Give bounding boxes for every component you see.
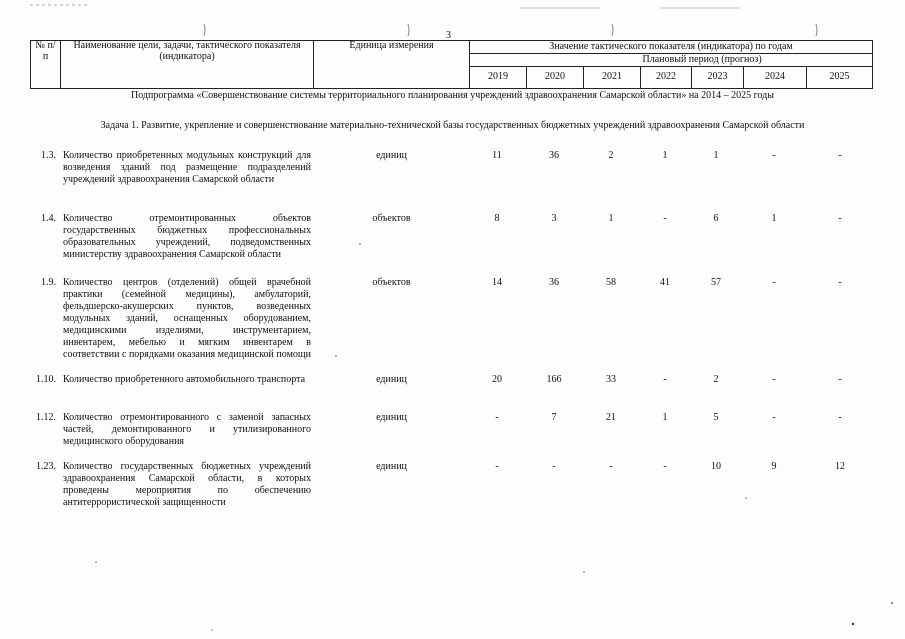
col-header-number: № п/п: [31, 41, 61, 89]
row-indicator-name: Количество отремонтированного с заменой запасных частей, демонтированного и утилизированного медицинского оборудования: [63, 412, 311, 447]
row-indicator-name: Количество приобретенного автомобильного транспорта: [63, 374, 306, 385]
row-indicator-name: Количество приобретенных модульных конструкций для возведения зданий под размещение подразделений учреждений здравоохранения Самарской области: [63, 150, 311, 185]
row-indicator-name: Количество центров (отделений) общей врачебной практики (семейной медицины), амбулаторий, фельдшерско-акушерских пунктов, возведенных модульных зданий, оснащенных оборудованием, медицинскими изделиями, инструментарием, инвентарем, мебелью и мягким инвентарем в соответствии с порядками оказания медицинской помощи: [63, 277, 311, 360]
row-indicator-name: Количество отремонтированных объектов государственных бюджетных профессиональных образовательных учреждений, подведомственных министерству здравоохранения Самарской области: [63, 213, 311, 260]
row-value-2025: 12: [835, 461, 845, 472]
row-value-2022: 41: [660, 277, 670, 288]
row-value-2025: -: [838, 277, 842, 288]
row-value-2020: 36: [549, 150, 559, 161]
row-unit: единиц: [376, 150, 407, 161]
subprogram-title: Подпрограмма «Совершенствование системы территориального планирования учреждений здравоохранения Самарской области» на 2014 – 2025 годы: [131, 90, 774, 101]
task-title: Задача 1. Развитие, укрепление и совершенствование материально-технической базы государственных бюджетных учреждений здравоохранения Самарской области: [100, 120, 805, 131]
row-value-2022: -: [663, 213, 667, 224]
row-unit: единиц: [376, 461, 407, 472]
row-value-2025: -: [838, 150, 842, 161]
row-value-2022: -: [663, 461, 667, 472]
row-value-2024: -: [772, 374, 776, 385]
row-value-2020: 36: [549, 277, 559, 288]
row-number: 1.23.: [36, 461, 56, 472]
year-header: 2020: [527, 67, 584, 89]
year-header: 2023: [692, 67, 744, 89]
row-number: 1.9.: [41, 277, 56, 288]
year-header: 2024: [744, 67, 807, 89]
row-value-2023: 10: [711, 461, 721, 472]
row-value-2023: 57: [711, 277, 721, 288]
col-header-unit: Единица измерения: [314, 41, 470, 89]
row-value-2023: 1: [713, 150, 719, 161]
row-value-2020: 3: [551, 213, 557, 224]
row-value-2024: 1: [771, 213, 777, 224]
row-value-2019: -: [495, 412, 499, 423]
row-value-2022: 1: [662, 150, 668, 161]
col-header-values: Значение тактического показателя (индикатора) по годам: [470, 41, 873, 54]
row-value-2024: -: [772, 412, 776, 423]
year-header: 2022: [641, 67, 692, 89]
row-value-2021: 33: [606, 374, 616, 385]
row-value-2021: 58: [606, 277, 616, 288]
year-header: 2021: [584, 67, 641, 89]
row-number: 1.3.: [41, 150, 56, 161]
row-indicator-name: Количество государственных бюджетных учреждений здравоохранения Самарской области, в которых проведены мероприятия по обеспечению антитеррористической защищенности: [63, 461, 311, 508]
row-value-2022: -: [663, 374, 667, 385]
row-value-2022: 1: [662, 412, 668, 423]
row-value-2019: 14: [492, 277, 502, 288]
row-value-2023: 6: [713, 213, 719, 224]
row-number: 1.10.: [36, 374, 56, 385]
row-unit: единиц: [376, 412, 407, 423]
year-header: 2025: [807, 67, 873, 89]
row-value-2024: -: [772, 150, 776, 161]
row-value-2024: 9: [771, 461, 777, 472]
row-value-2019: 11: [492, 150, 502, 161]
row-value-2019: -: [495, 461, 499, 472]
row-unit: единиц: [376, 374, 407, 385]
row-value-2019: 20: [492, 374, 502, 385]
row-value-2020: 7: [551, 412, 557, 423]
col-header-name: Наименование цели, задачи, тактического показателя (индикатора): [61, 41, 314, 89]
row-value-2023: 5: [713, 412, 719, 423]
row-unit: объектов: [372, 213, 411, 224]
row-value-2025: -: [838, 412, 842, 423]
row-value-2020: 166: [546, 374, 562, 385]
page-number: 3: [446, 30, 451, 41]
row-value-2021: 1: [608, 213, 614, 224]
row-value-2023: 2: [713, 374, 719, 385]
row-value-2021: -: [609, 461, 613, 472]
row-value-2024: -: [772, 277, 776, 288]
row-unit: объектов: [372, 277, 411, 288]
row-value-2020: -: [552, 461, 556, 472]
row-value-2025: -: [838, 213, 842, 224]
row-value-2025: -: [838, 374, 842, 385]
row-value-2021: 21: [606, 412, 616, 423]
row-number: 1.12.: [36, 412, 56, 423]
year-header: 2019: [470, 67, 527, 89]
row-value-2021: 2: [608, 150, 614, 161]
row-number: 1.4.: [41, 213, 56, 224]
col-header-period: Плановый период (прогноз): [641, 54, 873, 67]
row-value-2019: 8: [494, 213, 500, 224]
indicator-table-header: [30, 40, 873, 89]
